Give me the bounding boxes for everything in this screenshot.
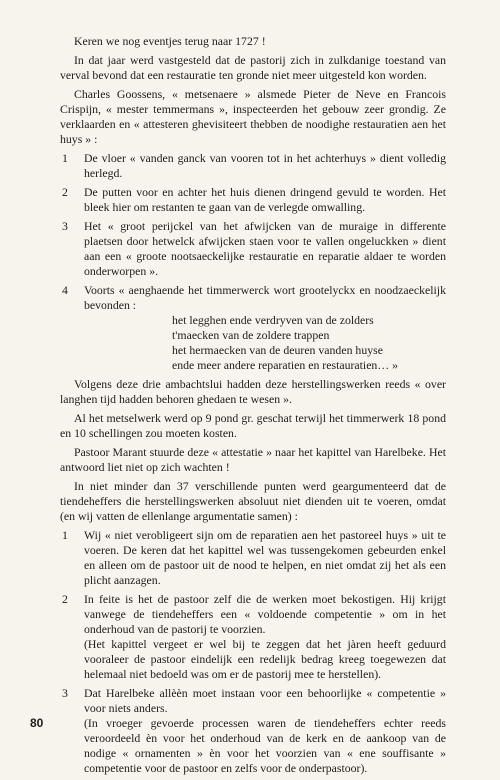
paragraph: Pastoor Marant stuurde deze « attestatie » naar het kapittel van Harelbeke. Het antwoord liet niet op zich wachten !: [60, 445, 446, 474]
page-number: 80: [30, 716, 44, 730]
paragraph: Charles Goossens, « metsenaere » alsmede Pieter de Neve en Francois Crispijn, « mester temmermans », inspecteerden het gebouw zeer grondig. Ze verklaarden en « attesteren ghevisiteert thebben de noodighe restauratien aen het huys » :: [60, 87, 446, 146]
list-text: [84, 283, 446, 373]
paragraph: Volgens deze drie ambachtslui hadden deze herstellingswerken reeds « over langhen tijd hadden behoren ghedaen te wesen ».: [60, 377, 446, 406]
list-item: [60, 185, 446, 215]
list-number: 1: [62, 528, 68, 542]
list-body: [84, 592, 446, 682]
body-text: [60, 34, 446, 780]
list-text: In feite is het de pastoor zelf die de werken moet bekostigen. Hij krijgt vanwege de tiendeheffers een « voldoende competentie » om in het onderhoud van de pastorij te voorzien.: [84, 592, 446, 636]
list-number: 2: [62, 185, 68, 199]
paragraph-intro: Keren we nog eventjes terug naar 1727 !: [74, 34, 266, 48]
list-number: 3: [62, 219, 68, 233]
sub-line: ende meer andere reparatien en restauratien… »: [172, 358, 398, 372]
list-item: [60, 592, 446, 682]
sub-line: t'maecken van de zoldere trappen: [172, 328, 330, 342]
paragraph: In niet minder dan 37 verschillende punten werd geargumenteerd dat de tiendeheffers die herstellingswerken absoluut niet dienden uit te voeren, omdat (en wij vatten de ellenlange argumentatie samen) :: [60, 479, 446, 523]
paragraph: Al het metselwerk werd op 9 pond gr. geschat terwijl het timmerwerk 18 pond en 10 schellingen zou moeten kosten.: [60, 411, 446, 440]
list-item: [60, 528, 446, 588]
list-item: [60, 686, 446, 776]
list-text: Wij « niet verobligeert sijn om de reparatien aen het pastoreel huys » uit te voeren. De keren dat het kapittel wel was tussengekomen gebeurden enkel en alleen om de pastoor uit de nood te helpen, en niet omdat zij het als een plicht aanzagen.: [84, 528, 446, 587]
list-number: 3: [62, 686, 68, 700]
paragraph: In dat jaar werd vastgesteld dat de pastorij zich in zulkdanige toestand van verval bevond dat een restauratie ten gronde niet meer uitgesteld kon worden.: [60, 53, 446, 82]
list-text: Het « groot perijckel van het afwijcken van de muraige in differente plaetsen door hetwelck afwijcken staen voor te vallen ongeluckken » dient aan een « groote nootsaeckelijke restauratie en reparatie aldaer te worden onderworpen ».: [84, 219, 446, 278]
list-body: [84, 686, 446, 776]
list-text: De vloer « vanden ganck van vooren tot in het achterhuys » dient volledig herlegd.: [84, 151, 446, 180]
list-note: (In vroeger gevoerde processen waren de tiendeheffers echter reeds veroordeeld èn voor het onderhoud van de kerk en de aankoop van de nodige « ornamenten » èn voor het voorzien van « ene souffisante » competentie voor de pastoor en zelfs voor de onderpastoor).: [84, 716, 446, 775]
list-note: (Het kapittel vergeet er wel bij te zeggen dat het jàren heeft geduurd vooraleer de pastoor eindelijk een redelijk bedrag kreeg toegewezen dat helemaal niet bedoeld was om er de pastorij mee te herstellen).: [84, 637, 446, 681]
list-lead: Voorts « aenghaende het timmerwerck wort grootelyckx en noodzaeckelijk bevonden :: [84, 283, 446, 312]
list-item: [60, 151, 446, 181]
list-item: [60, 219, 446, 279]
list-number: 2: [62, 592, 68, 606]
list-text: Dat Harelbeke allèèn moet instaan voor een behoorlijke « competentie » voor niets anders.: [84, 686, 446, 715]
sub-line: het hermaecken van de deuren vanden huyse: [172, 343, 383, 357]
list-number: 1: [62, 151, 68, 165]
list-item: [60, 283, 446, 373]
list-text: De putten voor en achter het huis dienen dringend gevuld te worden. Het bleek hier om restanten te gaan van de verlegde omwalling.: [84, 185, 446, 214]
sub-line: het legghen ende verdryven van de zolders: [172, 313, 374, 327]
list-number: 4: [62, 283, 68, 297]
